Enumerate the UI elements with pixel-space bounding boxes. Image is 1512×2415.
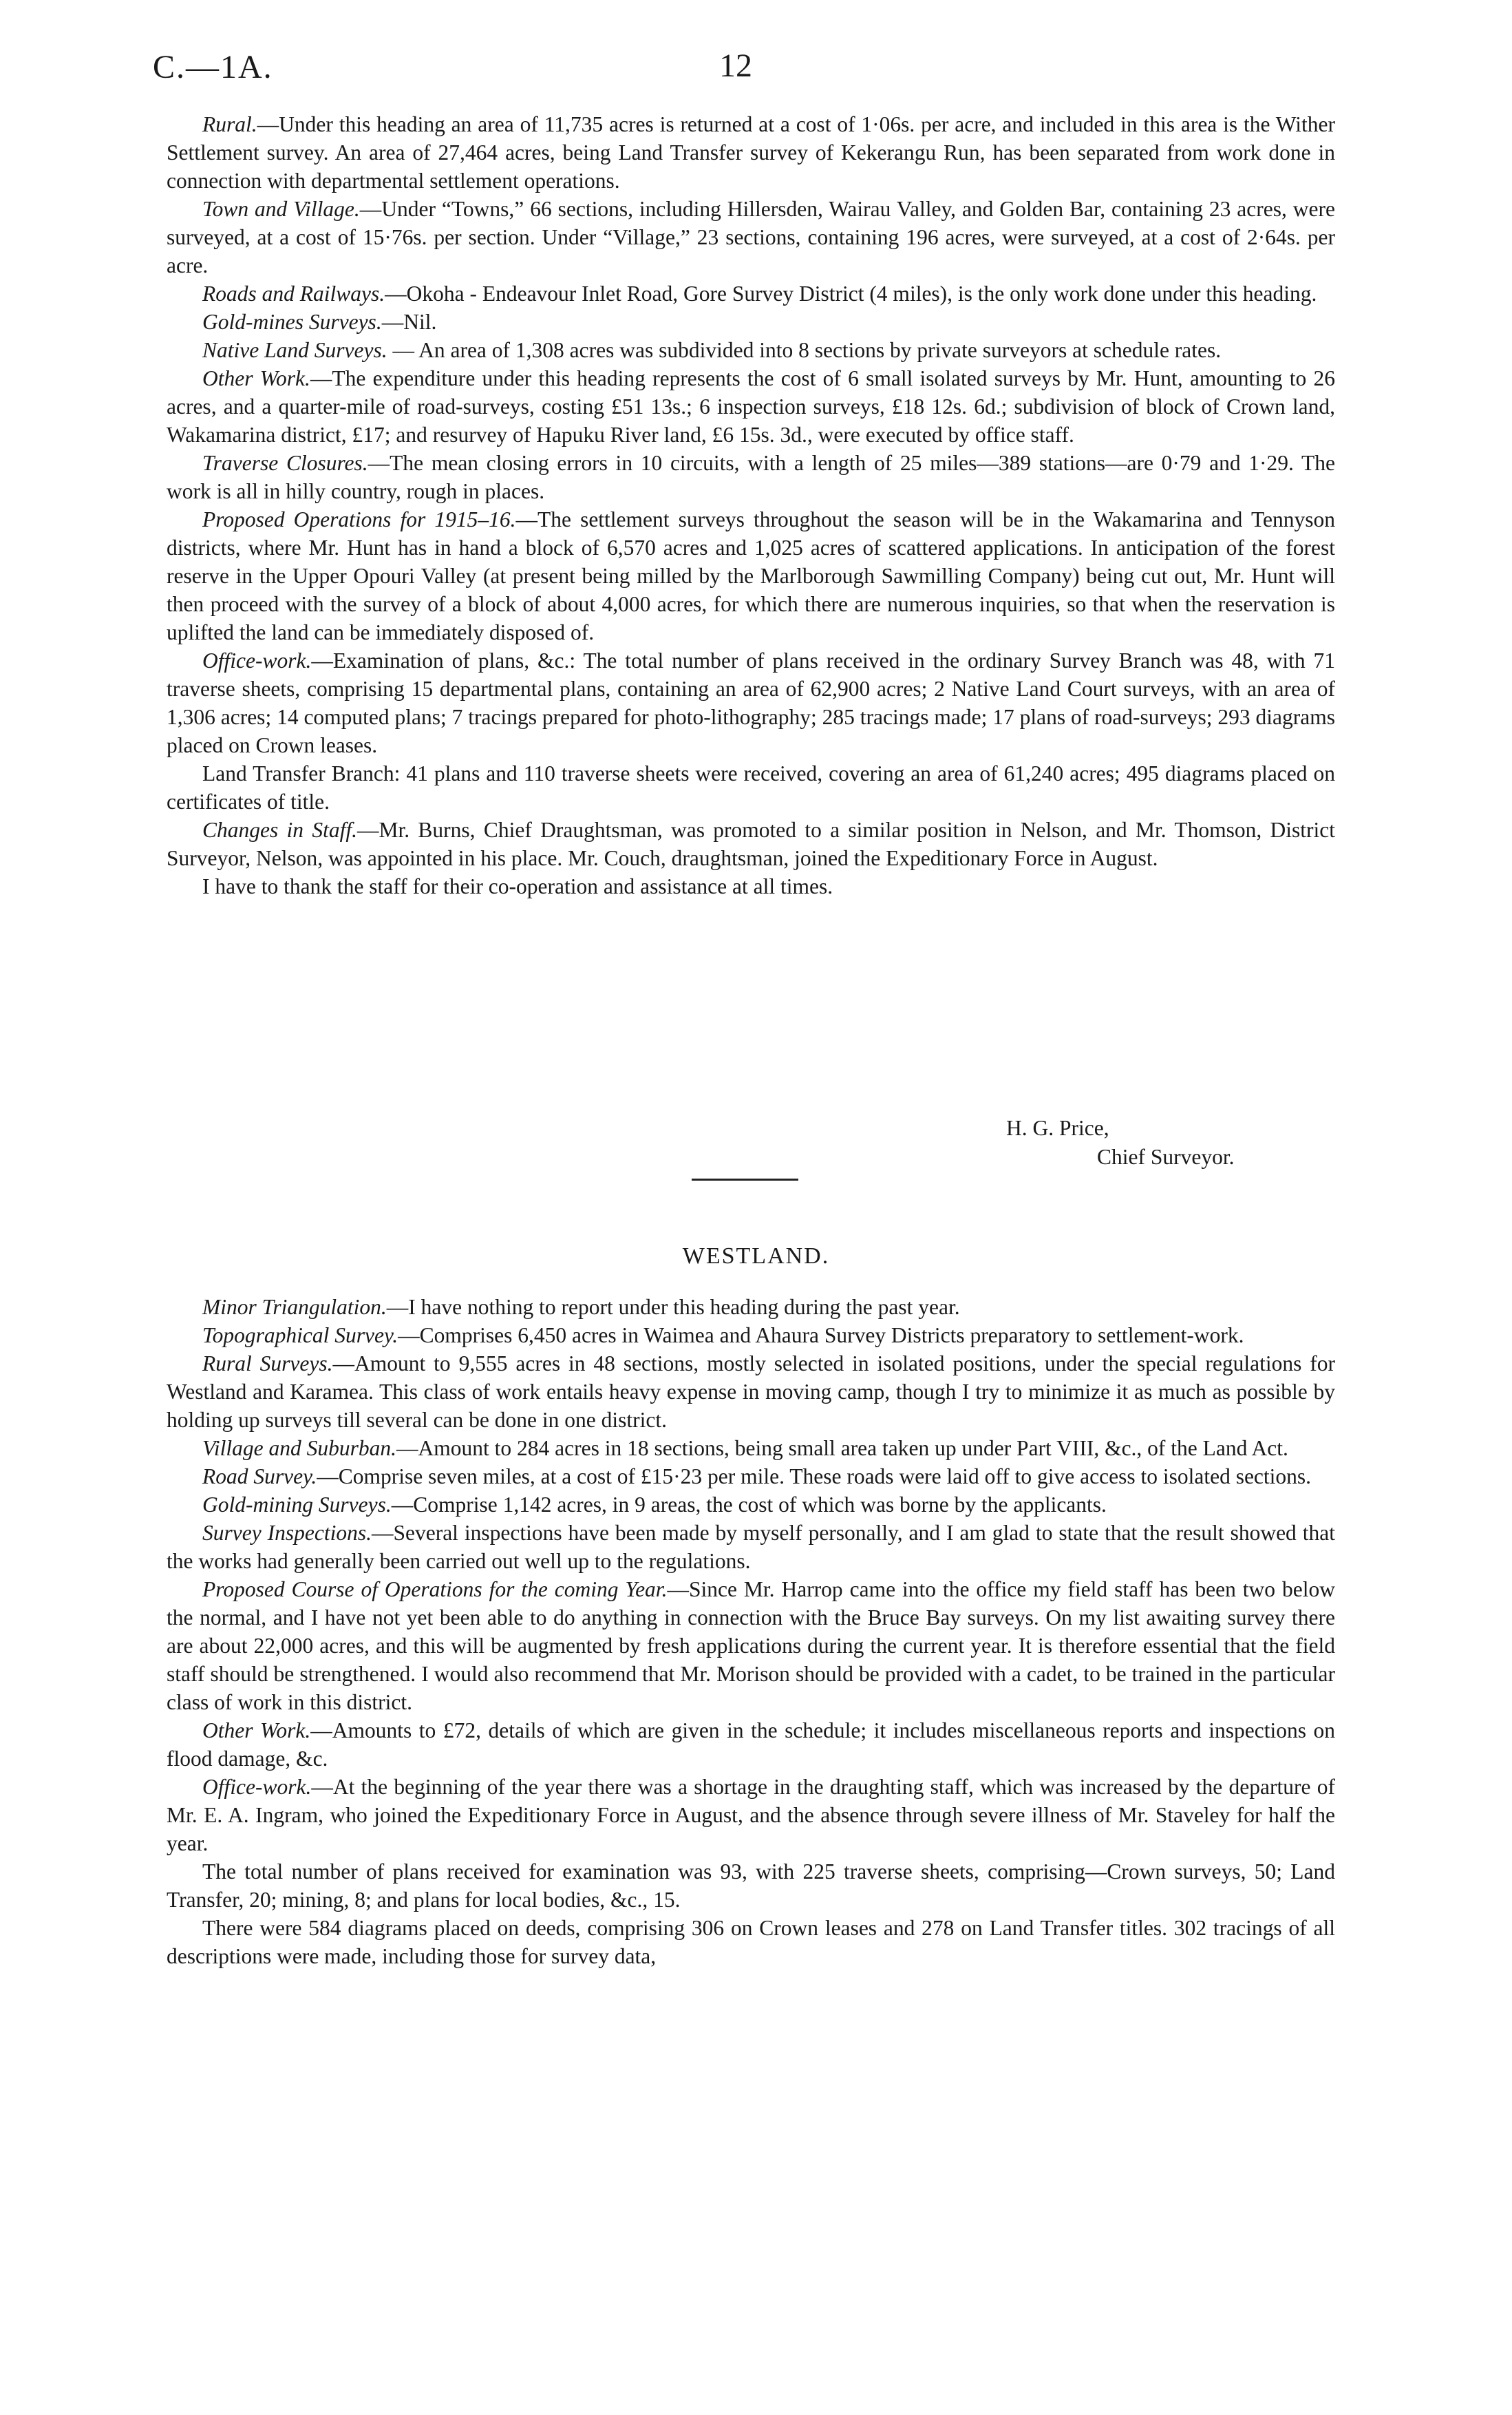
paragraph (167, 336, 1335, 364)
paragraph (167, 1321, 1335, 1349)
paragraph-heading: Rural Surveys. (202, 1351, 333, 1375)
paragraph-heading: Native Land Surveys. (202, 338, 387, 362)
signature-role: Chief Surveyor. (1097, 1145, 1235, 1169)
paragraph-text: —Okoha - Endeavour Inlet Road, Gore Survey District (4 miles), is the only work done under this heading. (385, 282, 1317, 306)
paragraph-heading: Traverse Closures. (202, 451, 368, 475)
paragraph (167, 872, 1335, 900)
paragraph (167, 759, 1335, 816)
paragraph-heading: Village and Suburban. (202, 1436, 397, 1460)
paragraph-heading: Gold-mining Surveys. (202, 1493, 392, 1517)
paragraph-text: —Amount to 9,555 acres in 48 sections, mostly selected in isolated positions, under the special regulations for Westland and Karamea. This class of work entails heavy expense in moving camp, though I try to minimize it as much as possible by holding up surveys till several can be done in one district. (167, 1351, 1335, 1432)
section-title-westland: WESTLAND. (682, 1243, 830, 1269)
paragraph-text: —Comprise seven miles, at a cost of £15·23 per mile. These roads were laid off to give access to isolated sections. (317, 1464, 1312, 1488)
paragraph-text: —The settlement surveys throughout the season will be in the Wakamarina and Tennyson districts, where Mr. Hunt has in hand a block of 6,570 acres and 1,025 acres of scattered applications. In anticipation of the forest reserve in the Upper Opouri Valley (at present being milled by the Marlborough Sawmilling Company) being cut out, Mr. Hunt will then proceed with the survey of a block of about 4,000 acres, for which there are numerous inquiries, so that when the reservation is uplifted the land can be immediately disposed of. (167, 507, 1335, 644)
paragraph-heading: Proposed Operations for 1915–16. (202, 507, 516, 531)
paragraph-text: —Under “Towns,” 66 sections, including Hillersden, Wairau Valley, and Golden Bar, containing 23 acres, were surveyed, at a cost of 15·76s. per section. Under “Village,” 23 sections, containing 196 acres, were surveyed, at a cost of 2·64s. per acre. (167, 197, 1335, 277)
paragraph-heading: Other Work. (202, 1718, 311, 1742)
paragraph-text: The total number of plans received for examination was 93, with 225 traverse sheets, comprising—Crown surveys, 50; Land Transfer, 20; mining, 8; and plans for local bodies, &c., 15. (167, 1859, 1335, 1912)
paragraph-heading: Office-work. (202, 648, 312, 673)
section-marlborough-body (167, 110, 1335, 900)
paragraph (167, 816, 1335, 872)
paragraph-text: —At the beginning of the year there was a shortage in the draughting staff, which was increased by the departure of Mr. E. A. Ingram, who joined the Expeditionary Force in August, and the absence through severe illness of Mr. Staveley for half the year. (167, 1775, 1335, 1855)
paragraph (167, 1575, 1335, 1716)
paragraph-heading: Minor Triangulation. (202, 1295, 387, 1319)
paragraph (167, 505, 1335, 646)
paragraph (167, 195, 1335, 280)
paragraph (167, 1716, 1335, 1773)
paragraph (167, 1434, 1335, 1462)
paragraph-text: —I have nothing to report under this heading during the past year. (386, 1295, 960, 1319)
paragraph (167, 1914, 1335, 1970)
page-number: 12 (719, 48, 752, 84)
paragraph (167, 1490, 1335, 1519)
paragraph-text: —Comprises 6,450 acres in Waimea and Ahaura Survey Districts preparatory to settlement-work. (398, 1323, 1244, 1347)
paragraph-text: —The mean closing errors in 10 circuits, with a length of 25 miles—389 stations—are 0·79 and 1·29. The work is all in hilly country, rough in places. (167, 451, 1335, 503)
paragraph-text: There were 584 diagrams placed on deeds, comprising 306 on Crown leases and 278 on Land Transfer titles. 302 tracings of all descriptions were made, including those for survey data, (167, 1916, 1335, 1968)
paragraph-text: I have to thank the staff for their co-operation and assistance at all times. (202, 874, 833, 898)
paragraph-text: —Comprise 1,142 acres, in 9 areas, the cost of which was borne by the applicants. (391, 1493, 1107, 1517)
paragraph-text: —Under this heading an area of 11,735 acres is returned at a cost of 1·06s. per acre, and included in this area is the Wither Settlement survey. An area of 27,464 acres, being Land Transfer survey of Kekerangu Run, has been separated from work done in connection with departmental settlement operations. (167, 112, 1335, 193)
signature-name: H. G. Price, (1006, 1116, 1109, 1140)
paragraph-heading: Survey Inspections. (202, 1521, 372, 1545)
paragraph-heading: Proposed Course of Operations for the coming Year. (202, 1577, 668, 1601)
paper-reference: C.—1A. (153, 49, 273, 85)
section-divider (692, 1179, 798, 1181)
paragraph-text: —Several inspections have been made by myself personally, and I am glad to state that the result showed that the works had generally been carried out well up to the regulations. (167, 1521, 1335, 1573)
paragraph (167, 364, 1335, 449)
paragraph-text: —Amounts to £72, details of which are given in the schedule; it includes miscellaneous reports and inspections on flood damage, &c. (167, 1718, 1336, 1771)
paragraph (167, 1293, 1335, 1321)
paragraph-heading: Other Work. (202, 366, 310, 390)
paragraph-text: —Examination of plans, &c.: The total number of plans received in the ordinary Survey Branch was 48, with 71 traverse sheets, comprising 15 departmental plans, containing an area of 62,900 acres; 2 Native Land Court surveys, with an area of 1,306 acres; 14 computed plans; 7 tracings prepared for photo-lithography; 285 tracings made; 17 plans of road-surveys; 293 diagrams placed on Crown leases. (167, 648, 1335, 757)
paragraph-text: —Since Mr. Harrop came into the office my field staff has been two below the normal, and I have not yet been able to do anything in connection with the Bruce Bay surveys. On my list awaiting survey there are about 22,000 acres, and this will be augmented by fresh applications during the current year. It is therefore essential that the field staff should be strengthened. I would also recommend that Mr. Morison should be provided with a cadet, to be trained in the particular class of work in this district. (167, 1577, 1335, 1714)
section-westland-body (167, 1293, 1335, 1970)
paragraph (167, 308, 1335, 336)
paragraph (167, 1857, 1335, 1914)
paragraph (167, 1773, 1335, 1857)
paragraph (167, 646, 1335, 759)
paragraph-heading: Rural. (202, 112, 257, 136)
paragraph-heading: Gold-mines Surveys. (202, 310, 382, 334)
paragraph-heading: Changes in Staff. (202, 818, 357, 842)
paragraph-text: —Mr. Burns, Chief Draughtsman, was promoted to a similar position in Nelson, and Mr. Thomson, District Surveyor, Nelson, was appointed in his place. Mr. Couch, draughtsman, joined the Expeditionary Force in August. (167, 818, 1335, 870)
paragraph-heading: Office-work. (202, 1775, 312, 1799)
paragraph (167, 1349, 1335, 1434)
paragraph (167, 1519, 1335, 1575)
paragraph (167, 110, 1335, 195)
paragraph-heading: Roads and Railways. (202, 282, 385, 306)
paragraph-text: Land Transfer Branch: 41 plans and 110 traverse sheets were received, covering an area of 61,240 acres; 495 diagrams placed on certificates of title. (167, 761, 1335, 814)
paragraph-text: —Amount to 284 acres in 18 sections, being small area taken up under Part VIII, &c., of the Land Act. (396, 1436, 1288, 1460)
paragraph (167, 280, 1335, 308)
paragraph (167, 1462, 1335, 1490)
paragraph-heading: Road Survey. (202, 1464, 317, 1488)
paragraph-text: —The expenditure under this heading represents the cost of 6 small isolated surveys by Mr. Hunt, amounting to 26 acres, and a quarter-mile of road-surveys, costing £51 13s.; 6 inspection surveys, £18 12s. 6d.; subdivision of block of Crown land, Wakamarina district, £17; and resurvey of Hapuku River land, £6 15s. 3d., were executed by office staff. (167, 366, 1335, 447)
paragraph-heading: Topographical Survey. (202, 1323, 398, 1347)
paragraph-heading: Town and Village. (202, 197, 360, 221)
paragraph (167, 449, 1335, 505)
paragraph-text: —Nil. (381, 310, 437, 334)
paragraph-text: — An area of 1,308 acres was subdivided into 8 sections by private surveyors at schedule rates. (387, 338, 1222, 362)
